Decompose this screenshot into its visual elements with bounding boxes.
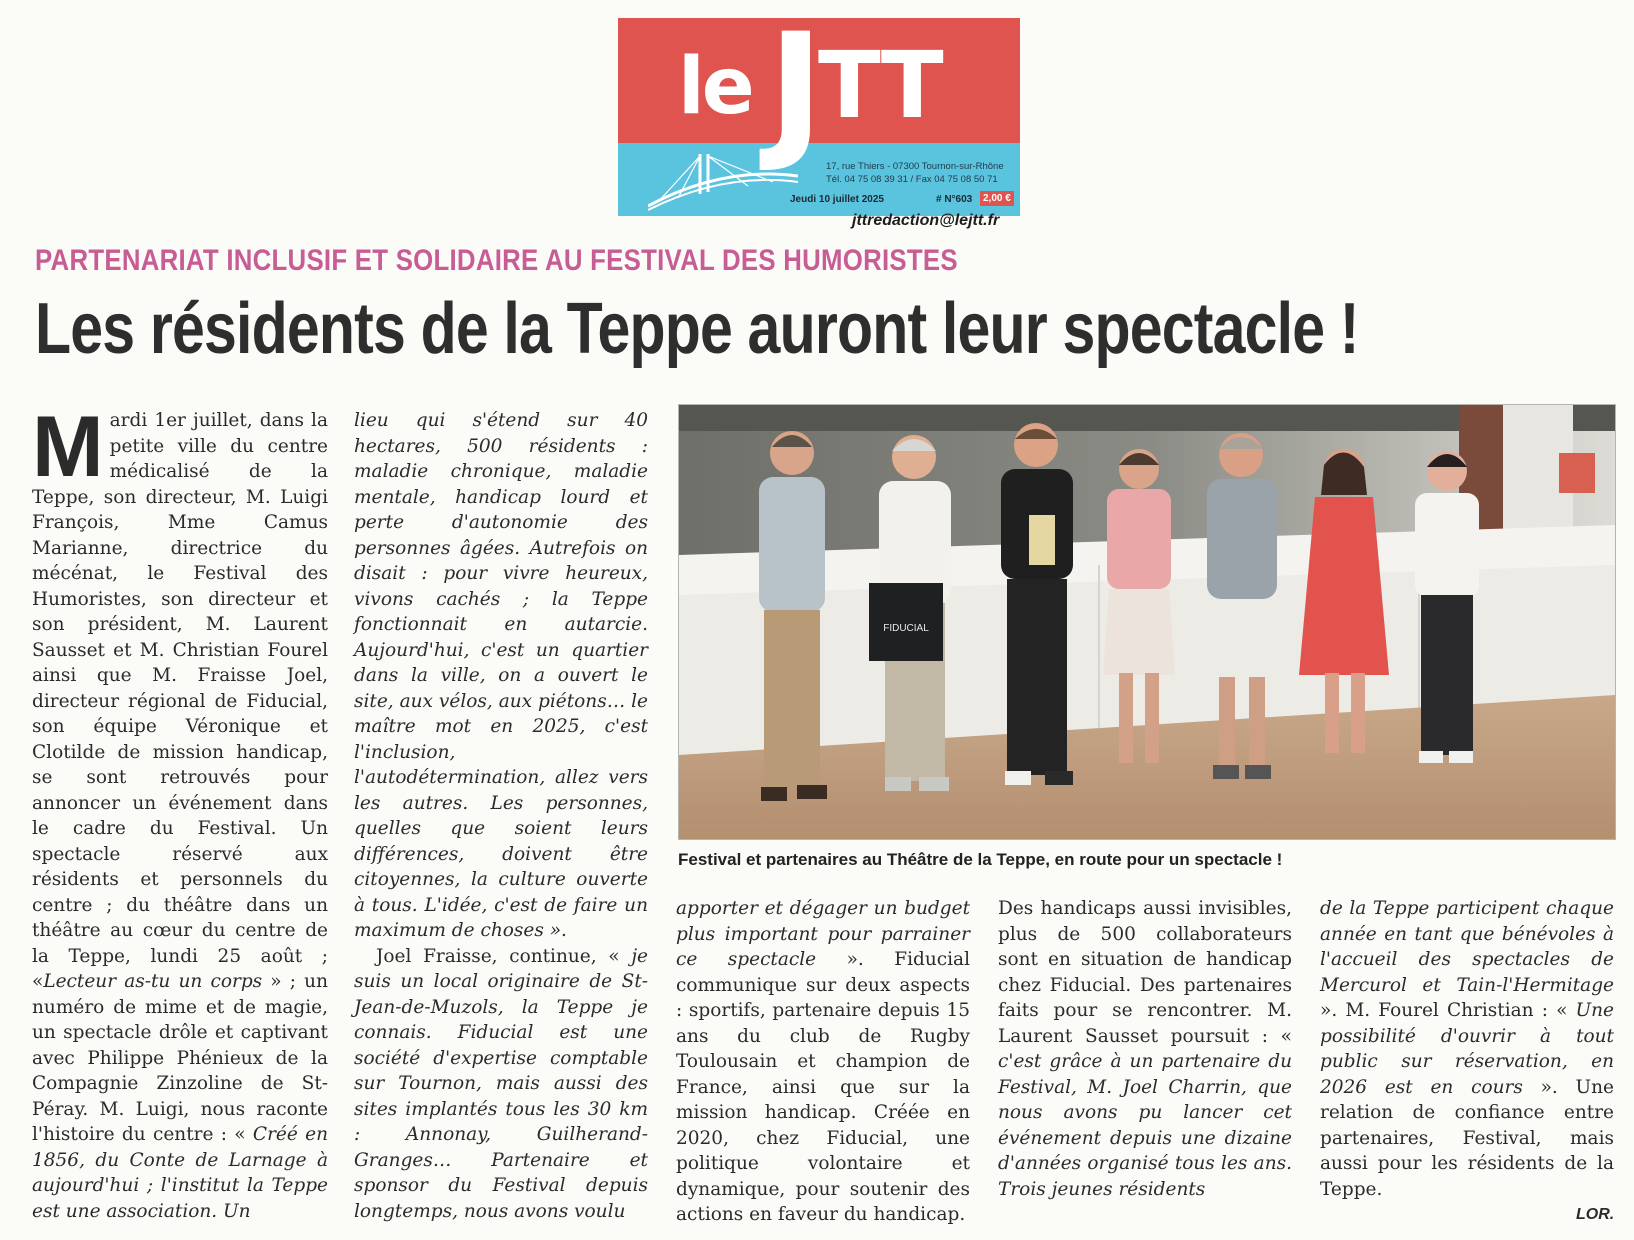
column-5-text-end: ». Une relation de confiance entre partenaires, Festival, mais aussi pour les résidents de la Teppe.: [1320, 1076, 1615, 1200]
column-2-intro: Joel Fraisse, continue, «: [376, 945, 632, 967]
article-column-5: [1320, 896, 1614, 1202]
column-3-paragraph: [676, 896, 970, 1228]
person-1: [759, 431, 827, 801]
column-3-text: ». Fiducial communique sur deux aspects : sportifs, partenaire depuis 15 ans du club de Rugby Toulousain et champion de France, ainsi que sur la mission handicap. Créée en 2020, chez Fiducial, une politique volontaire et dynamique, pour soutenir des actions en faveur du handicap.: [676, 949, 970, 1225]
newspaper-masthead: [618, 2, 1020, 216]
column-4-paragraph: [998, 896, 1292, 1202]
masthead-address: [826, 160, 1016, 186]
person-3: [1001, 423, 1073, 785]
article-column-4: [998, 896, 1292, 1202]
article-column-1: [32, 399, 328, 1224]
issue-number: # N°603: [936, 194, 973, 205]
column-1-paragraph: [32, 399, 328, 1224]
photo-caption: Festival et partenaires au Théâtre de la Teppe, en route pour un spectacle !: [678, 850, 1283, 869]
quote-sausset: c'est grâce à un partenaire du Festival, M. Joel Charrin, que nous avons pu lancer cet événement depuis une dizaine d'années organisé tous les ans. Trois jeunes résidents: [998, 1051, 1292, 1200]
column-1-text: ardi 1er juillet, dans la petite ville du centre médicalisé de la Teppe, son directeur, M. Luigi François, Mme Camus Marianne, directrice du mécénat, le Festival des Humoristes, son directeur et son président, M. Laurent Sausset et M. Christian Fourel ainsi que M. Fraisse Joel, directeur régional de Fiducial, son équipe Véronique et Clotilde de mission handicap, se sont retrouvés pour annoncer un événement dans le cadre du Festival. Un spectacle réservé aux résidents et personnels du centre ; du théâtre dans un théâtre au cœur du centre de la Teppe, lundi 25 août ; «: [32, 410, 328, 992]
quote-fraisse: je suis un local originaire de St-Jean-de-Muzols, la Teppe je connais. Fiducial est une société d'expertise comptable sur Tournon, mais aussi des sites implantés tous les 30 km : Annonay, Guilherand-Granges… Partenaire et sponsor du Festival depuis longtemps, nous avons voulu: [354, 945, 648, 1222]
article-photo: [678, 404, 1616, 840]
issue-date: Jeudi 10 juillet 2025: [790, 194, 884, 205]
article-column-3: [676, 896, 970, 1228]
quote-fourel: Une possibilité d'ouvrir à tout public sur réservation, en 2026 est en cours: [1320, 1000, 1614, 1098]
column-1-text-b: » ; un numéro de mime et de magie, un spectacle drôle et captivant avec Philippe Phénieux de la Compagnie Zinzoline de St-Péray. M. Luigi, nous raconte l'histoire du centre : «: [32, 971, 328, 1145]
column-2-paragraph-2: [354, 944, 648, 1225]
bridge-icon: [648, 146, 798, 212]
column-4-text: Des handicaps aussi invisibles, plus de 500 collaborateurs sont en situation de handicap chez Fiducial. Des partenaires faits pour se rencontrer. M. Laurent Sausset poursuit : «: [998, 898, 1292, 1047]
bag-label: FIDUCIAL: [883, 623, 929, 634]
logo-j: J: [768, 2, 824, 176]
issue-price: 2,00 €: [980, 191, 1014, 206]
quote-sausset-end: de la Teppe participent chaque année en tant que bénévoles à l'accueil des spectacles de Mercurol et Tain-l'Hermitage: [1320, 898, 1614, 996]
column-5-paragraph: [1320, 896, 1614, 1202]
column-5-text: ». M. Fourel Christian : «: [1320, 1000, 1576, 1021]
column-2-paragraph-1: lieu qui s'étend sur 40 hectares, 500 résidents : maladie chronique, maladie mentale, handicap lourd et perte d'autonomie des personnes âgées. Autrefois on disait : pour vivre heureux, vivons cachés ; la Teppe fonctionnait en autarcie. Aujourd'hui, c'est un quartier dans la ville, on a ouvert le site, aux vélos, aux piétons… le maître mot en 2025, c'est l'inclusion, l'autodétermination, allez vers les autres. Les personnes, quelles que soient leurs différences, doivent être citoyennes, la culture ouverte à tous. L'idée, c'est de faire un maximum de choses ».: [354, 410, 648, 941]
group-photo-illustration: [679, 405, 1615, 839]
author-signature: LOR.: [1576, 1206, 1615, 1223]
contact-email[interactable]: jttredaction@lejtt.fr: [852, 212, 1000, 229]
quote-fraisse-end: apporter et dégager un budget plus important pour parrainer ce spectacle: [676, 898, 970, 970]
article-kicker: PARTENARIAT INCLUSIF ET SOLIDAIRE AU FESTIVAL DES HUMORISTES: [35, 244, 958, 277]
logo-tt: TT: [818, 32, 942, 139]
person-7: [1415, 451, 1479, 763]
address-line-2: Tél. 04 75 08 39 31 / Fax 04 75 08 50 71: [826, 174, 998, 185]
show-title: Lecteur as-tu un corps: [43, 971, 263, 992]
quote-luigi: Créé en 1856, du Conte de Larnage à aujourd'hui ; l'institut la Teppe est une association. Un: [32, 1124, 328, 1222]
article-column-2: [354, 408, 648, 1224]
drop-cap: M: [32, 399, 104, 495]
address-line-1: 17, rue Thiers - 07300 Tournon-sur-Rhône: [826, 161, 1004, 172]
logo-le: le: [678, 42, 752, 132]
article-headline: Les résidents de la Teppe auront leur spectacle !: [35, 289, 1359, 369]
